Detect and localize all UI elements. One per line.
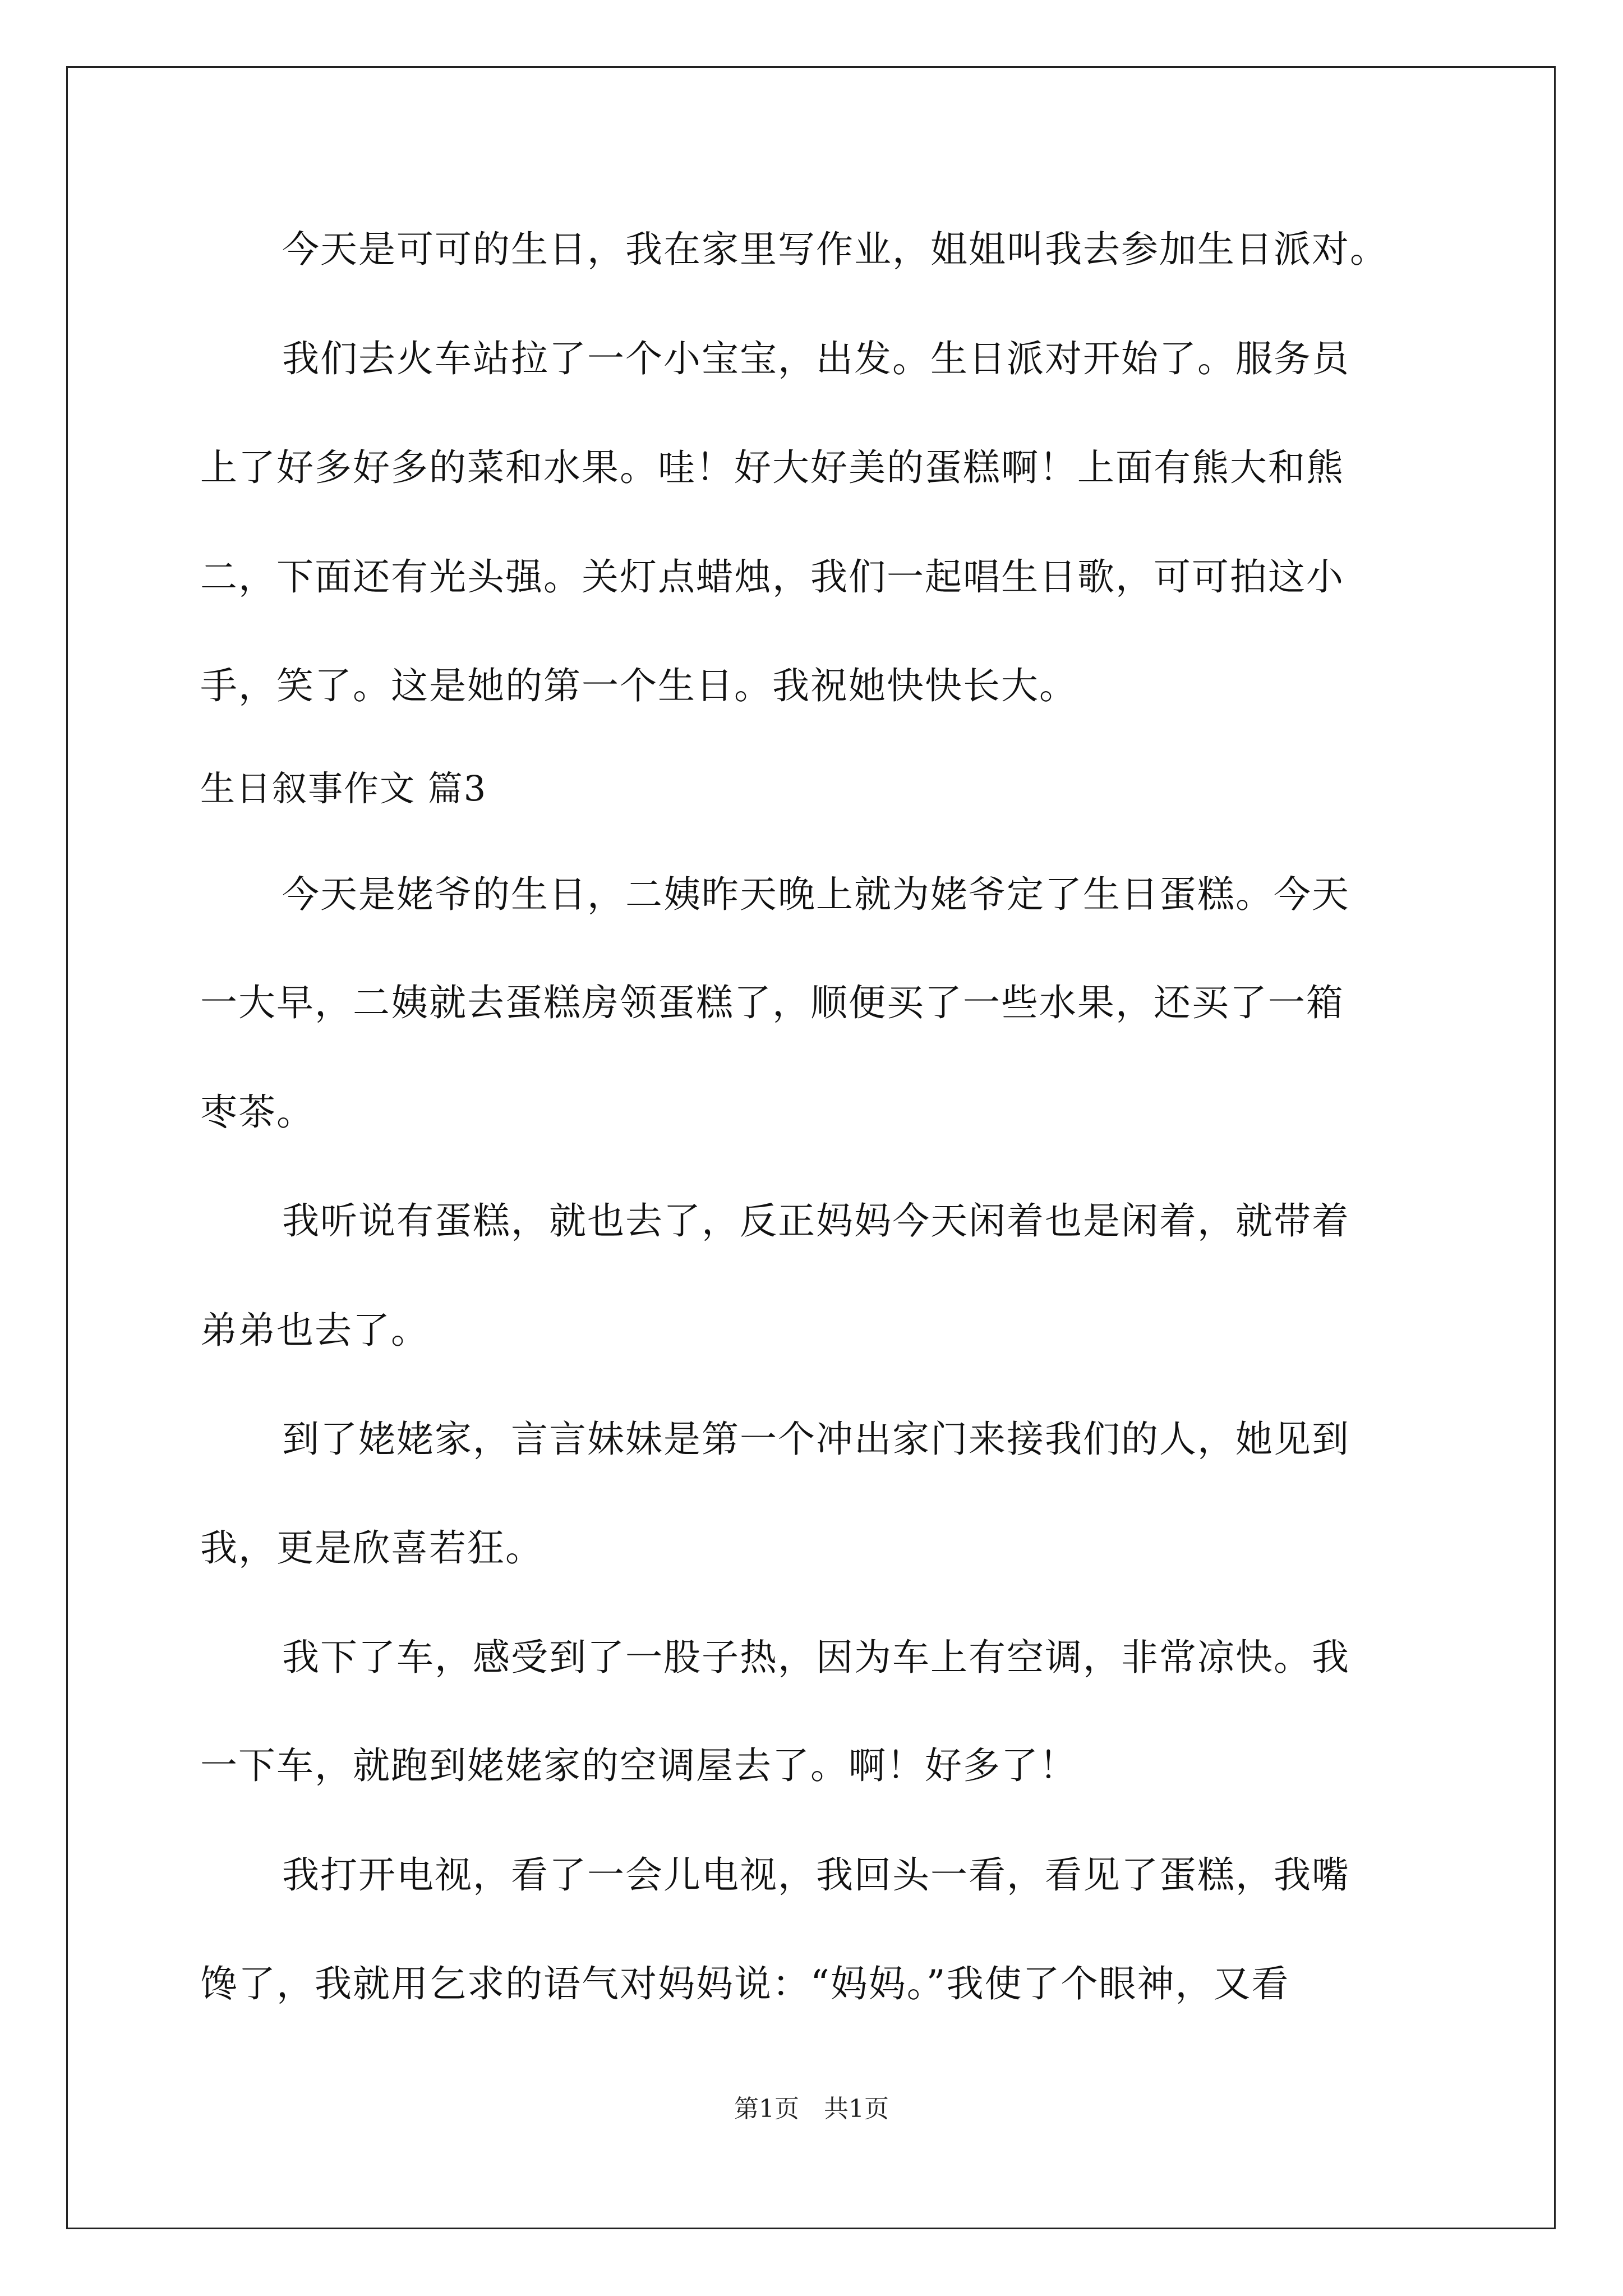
section-heading: 生日叙事作文 篇3 <box>200 768 487 809</box>
paragraph-line: 弟弟也去了。 <box>200 1309 429 1352</box>
paragraph-line: 一下车，就跑到姥姥家的空调屋去了。啊！好多了！ <box>200 1744 1077 1787</box>
paragraph-line: 到了姥姥家，言言妹妹是第一个冲出家门来接我们的人，她见到 <box>282 1418 1350 1461</box>
paragraph-line: 一大早，二姨就去蛋糕房领蛋糕了，顺便买了一些水果，还买了一箱 <box>200 981 1344 1024</box>
paragraph-line: 我们去火车站拉了一个小宝宝，出发。生日派对开始了。服务员 <box>282 337 1350 380</box>
paragraph-line: 馋了，我就用乞求的语气对妈妈说：“妈妈。”我使了个眼神，又看 <box>200 1962 1290 2005</box>
paragraph-line: 上了好多好多的菜和水果。哇！好大好美的蛋糕啊！上面有熊大和熊 <box>200 446 1344 489</box>
paragraph-line: 手，笑了。这是她的第一个生日。我祝她快快长大。 <box>200 664 1077 707</box>
paragraph-line: 我听说有蛋糕，就也去了，反正妈妈今天闲着也是闲着，就带着 <box>282 1199 1350 1243</box>
paragraph-line: 今天是姥爷的生日，二姨昨天晚上就为姥爷定了生日蛋糕。今天 <box>282 873 1350 916</box>
paragraph-line: 我打开电视，看了一会儿电视，我回头一看，看见了蛋糕，我嘴 <box>282 1853 1350 1897</box>
paragraph-line: 今天是可可的生日，我在家里写作业，姐姐叫我去参加生日派对。 <box>282 228 1388 271</box>
paragraph-line: 枣茶。 <box>200 1091 315 1134</box>
paragraph-line: 我，更是欣喜若狂。 <box>200 1526 543 1570</box>
paragraph-line: 我下了车，感受到了一股子热，因为车上有空调，非常凉快。我 <box>282 1636 1350 1679</box>
paragraph-line: 二，下面还有光头强。关灯点蜡烛，我们一起唱生日歌，可可拍这小 <box>200 555 1344 599</box>
page-footer: 第1页 共1页 <box>734 2095 889 2123</box>
page-border <box>66 66 1556 2229</box>
